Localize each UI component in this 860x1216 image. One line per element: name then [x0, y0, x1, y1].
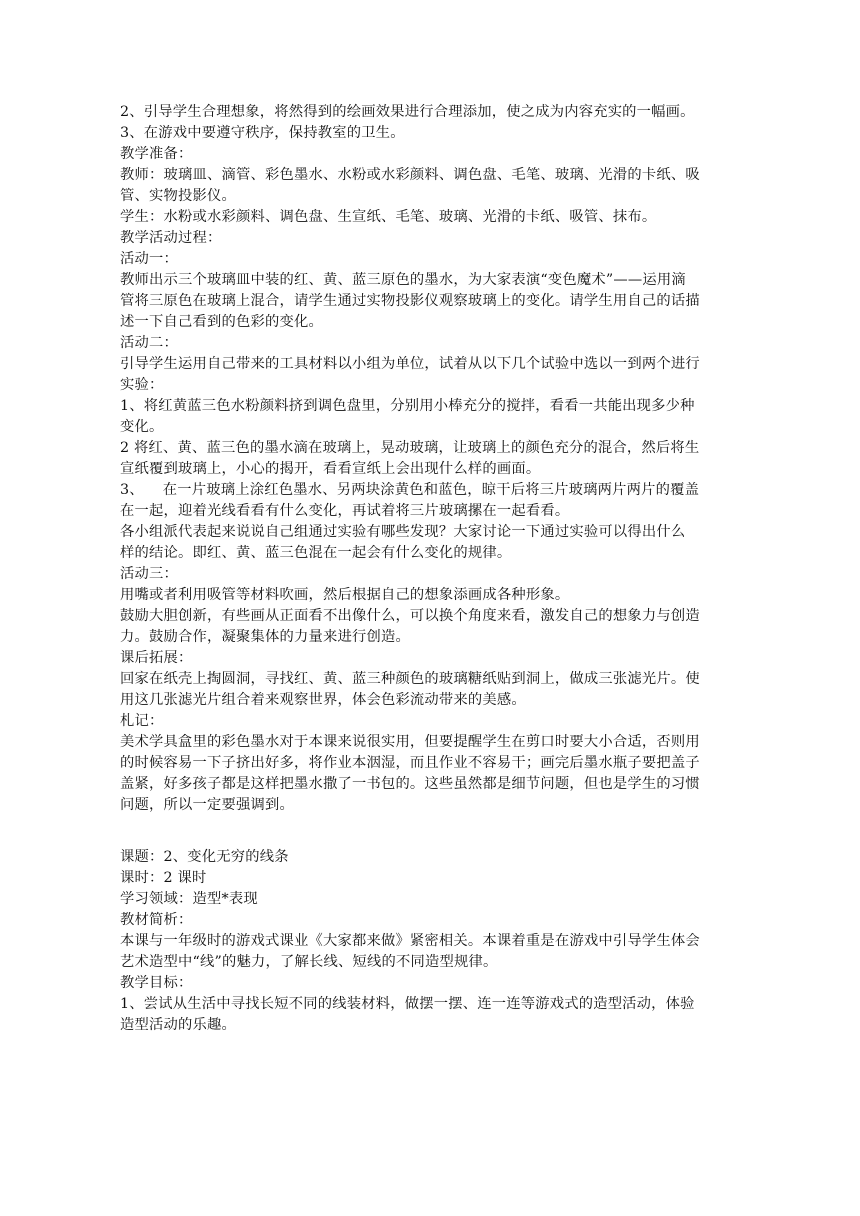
text-line: 课时：2 课时	[120, 870, 207, 886]
text-line: 力。鼓励合作，凝聚集体的力量来进行创造。	[120, 629, 410, 645]
text-line: 活动三：	[120, 566, 178, 582]
section-gap	[120, 816, 742, 847]
text-line: 在一起，迎着光线看看有什么变化，再试着将三片玻璃摞在一起看看。	[120, 503, 570, 519]
text-line: 艺术造型中“线”的魅力，了解长线、短线的不同造型规律。	[120, 954, 498, 970]
text-line: 美术学具盒里的彩色墨水对于本课来说很实用，但要提醒学生在剪口时要大小合适，否则用	[120, 734, 700, 750]
text-line: 实验：	[120, 377, 164, 393]
text-line: 用这几张滤光片组合着来观察世界，体会色彩流动带来的美感。	[120, 692, 526, 708]
text-line: 用嘴或者利用吸管等材料吹画，然后根据自己的想象添画成各种形象。	[120, 587, 570, 603]
text-line: 教材简析：	[120, 912, 193, 928]
text-line: 述一下自己看到的色彩的变化。	[120, 314, 323, 330]
text-line: 教师：玻璃皿、滴管、彩色墨水、水粉或水彩颜料、调色盘、毛笔、玻璃、光滑的卡纸、吸	[120, 167, 700, 183]
text-line: 本课与一年级时的游戏式课业《大家都来做》紧密相关。本课着重是在游戏中引导学生体会	[120, 933, 700, 949]
text-line: 样的结论。即红、黄、蓝三色混在一起会有什么变化的规律。	[120, 545, 512, 561]
text-line: 教学准备：	[120, 146, 193, 162]
text-line: 引导学生运用自己带来的工具材料以小组为单位，试着从以下几个试验中选以一到两个进行	[120, 356, 700, 372]
text-line: 2、引导学生合理想象，将然得到的绘画效果进行合理添加，使之成为内容充实的一幅画。	[120, 104, 695, 120]
text-line: 教师出示三个玻璃皿中装的红、黄、蓝三原色的墨水，为大家表演“变色魔术”——运用滴	[120, 272, 686, 288]
text-line: 各小组派代表起来说说自己组通过实验有哪些发现？大家讨论一下通过实验可以得出什么	[120, 524, 686, 540]
text-line: 教学目标：	[120, 975, 193, 991]
text-line: 活动一：	[120, 251, 178, 267]
document-section-1	[120, 102, 742, 816]
text-line: 3、在游戏中要遵守秩序，保持教室的卫生。	[120, 125, 405, 141]
text-line: 学习领域：造型*表现	[120, 891, 258, 907]
text-line: 学生：水粉或水彩颜料、调色盘、生宣纸、毛笔、玻璃、光滑的卡纸、吸管、抹布。	[120, 209, 657, 225]
document-page	[120, 102, 742, 1036]
text-line: 管、实物投影仪。	[120, 188, 236, 204]
text-line: 1、将红黄蓝三色水粉颜料挤到调色盘里，分别用小棒充分的搅拌，看看一共能出现多少种	[120, 398, 695, 414]
text-line: 盖紧，好多孩子都是这样把墨水撒了一书包的。这些虽然都是细节问题，但也是学生的习惯	[120, 776, 700, 792]
text-line: 管将三原色在玻璃上混合，请学生通过实物投影仪观察玻璃上的变化。请学生用自己的话描	[120, 293, 700, 309]
text-line: 造型活动的乐趣。	[120, 1017, 236, 1033]
text-line: 问题，所以一定要强调到。	[120, 797, 294, 813]
text-line: 教学活动过程：	[120, 230, 222, 246]
text-line: 的时候容易一下子挤出好多，将作业本洇湿，而且作业不容易干；画完后墨水瓶子要把盖子	[120, 755, 700, 771]
text-line: 札记：	[120, 713, 164, 729]
document-section-2	[120, 847, 742, 1036]
text-line: 课后拓展：	[120, 650, 193, 666]
text-line: 回家在纸壳上掏圆洞，寻找红、黄、蓝三种颜色的玻璃糖纸贴到洞上，做成三张滤光片。使	[120, 671, 700, 687]
text-line: 2 将红、黄、蓝三色的墨水滴在玻璃上，晃动玻璃，让玻璃上的颜色充分的混合，然后将生	[120, 440, 700, 456]
text-line: 活动二：	[120, 335, 178, 351]
text-line: 变化。	[120, 419, 164, 435]
text-line: 鼓励大胆创新，有些画从正面看不出像什么，可以换个角度来看，激发自己的想象力与创造	[120, 608, 700, 624]
text-line: 1、尝试从生活中寻找长短不同的线装材料，做摆一摆、连一连等游戏式的造型活动，体验	[120, 996, 695, 1012]
text-line: 宣纸覆到玻璃上，小心的揭开，看看宣纸上会出现什么样的画面。	[120, 461, 541, 477]
text-line: 3、 在一片玻璃上涂红色墨水、另两块涂黄色和蓝色，晾干后将三片玻璃两片两片的覆盖	[120, 482, 700, 498]
text-line: 课题：2、变化无穷的线条	[120, 849, 289, 865]
